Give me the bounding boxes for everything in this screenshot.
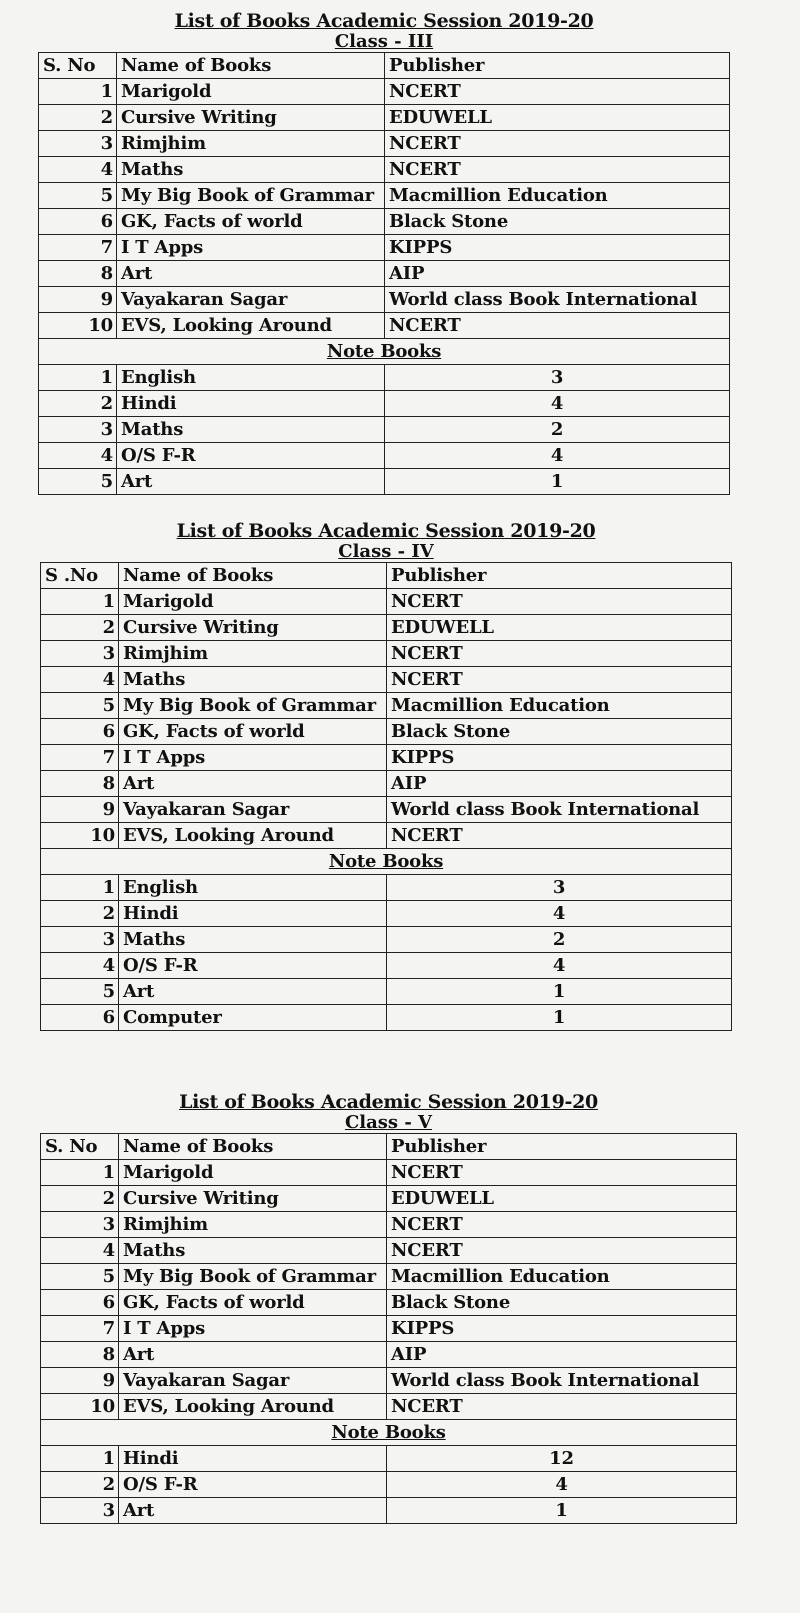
row-sno: 8 bbox=[41, 1342, 119, 1368]
notebook-count: 4 bbox=[387, 901, 732, 927]
notebook-row bbox=[39, 443, 730, 469]
row-sno: 9 bbox=[39, 287, 117, 313]
row-sno: 10 bbox=[41, 823, 119, 849]
row-sno: 4 bbox=[41, 667, 119, 693]
notebook-count: 3 bbox=[385, 365, 730, 391]
notebook-subject: Art bbox=[117, 469, 385, 495]
row-sno: 9 bbox=[41, 1368, 119, 1394]
notebook-count: 4 bbox=[387, 953, 732, 979]
notebook-subject: Hindi bbox=[117, 391, 385, 417]
notebooks-header-row bbox=[41, 1420, 737, 1446]
row-book-name: Maths bbox=[119, 667, 387, 693]
row-sno: 4 bbox=[39, 157, 117, 183]
row-publisher: NCERT bbox=[387, 1238, 737, 1264]
notebook-subject: Hindi bbox=[119, 1446, 387, 1472]
class-label: Class - IV bbox=[338, 541, 434, 562]
section-class-iii bbox=[38, 10, 730, 495]
table-row bbox=[39, 105, 730, 131]
row-book-name: Rimjhim bbox=[119, 1212, 387, 1238]
class-label: Class - III bbox=[334, 31, 434, 52]
table-header-row bbox=[41, 1134, 737, 1160]
row-sno: 5 bbox=[41, 693, 119, 719]
notebook-subject: Maths bbox=[119, 927, 387, 953]
row-publisher: EDUWELL bbox=[387, 615, 732, 641]
notebook-count: 12 bbox=[387, 1446, 737, 1472]
notebook-sno: 3 bbox=[41, 927, 119, 953]
notebook-row bbox=[41, 1446, 737, 1472]
table-row bbox=[41, 693, 732, 719]
row-publisher: World class Book International bbox=[385, 287, 730, 313]
notebook-count: 4 bbox=[385, 443, 730, 469]
row-publisher: NCERT bbox=[387, 823, 732, 849]
section-class-v bbox=[40, 1091, 737, 1524]
row-sno: 8 bbox=[39, 261, 117, 287]
row-book-name: GK, Facts of world bbox=[117, 209, 385, 235]
notebook-count: 3 bbox=[387, 875, 732, 901]
row-sno: 1 bbox=[39, 79, 117, 105]
row-publisher: AIP bbox=[385, 261, 730, 287]
row-book-name: Art bbox=[119, 771, 387, 797]
table-row bbox=[39, 261, 730, 287]
class-label: Class - V bbox=[344, 1112, 433, 1133]
row-sno: 6 bbox=[41, 1290, 119, 1316]
table-row bbox=[39, 209, 730, 235]
row-book-name: Maths bbox=[119, 1238, 387, 1264]
notebooks-header-row bbox=[41, 849, 732, 875]
header-name: Name of Books bbox=[119, 563, 387, 589]
notebook-sno: 5 bbox=[39, 469, 117, 495]
row-publisher: NCERT bbox=[387, 667, 732, 693]
row-publisher: AIP bbox=[387, 1342, 737, 1368]
row-sno: 6 bbox=[41, 719, 119, 745]
row-book-name: Vayakaran Sagar bbox=[119, 1368, 387, 1394]
table-row bbox=[41, 823, 732, 849]
header-publisher: Publisher bbox=[387, 1134, 737, 1160]
row-publisher: NCERT bbox=[385, 131, 730, 157]
notebook-sno: 6 bbox=[41, 1005, 119, 1031]
row-book-name: EVS, Looking Around bbox=[119, 1394, 387, 1420]
table-row bbox=[41, 1368, 737, 1394]
table-row bbox=[39, 287, 730, 313]
row-book-name: Vayakaran Sagar bbox=[117, 287, 385, 313]
notebook-sno: 2 bbox=[39, 391, 117, 417]
table-header-row bbox=[41, 563, 732, 589]
table-row bbox=[41, 1212, 737, 1238]
row-publisher: AIP bbox=[387, 771, 732, 797]
row-book-name: GK, Facts of world bbox=[119, 719, 387, 745]
row-book-name: GK, Facts of world bbox=[119, 1290, 387, 1316]
notebooks-label: Note Books bbox=[41, 1420, 737, 1446]
row-sno: 3 bbox=[41, 641, 119, 667]
row-publisher: NCERT bbox=[385, 157, 730, 183]
notebooks-label: Note Books bbox=[39, 339, 730, 365]
row-book-name: EVS, Looking Around bbox=[117, 313, 385, 339]
notebook-sno: 5 bbox=[41, 979, 119, 1005]
table-row bbox=[41, 1264, 737, 1290]
row-publisher: NCERT bbox=[385, 313, 730, 339]
table-row bbox=[41, 1342, 737, 1368]
notebook-row bbox=[39, 417, 730, 443]
row-sno: 1 bbox=[41, 589, 119, 615]
row-publisher: NCERT bbox=[387, 589, 732, 615]
row-sno: 1 bbox=[41, 1160, 119, 1186]
header-sno: S .No bbox=[41, 563, 119, 589]
notebook-row bbox=[39, 391, 730, 417]
row-sno: 6 bbox=[39, 209, 117, 235]
table-row bbox=[41, 589, 732, 615]
row-publisher: NCERT bbox=[387, 1394, 737, 1420]
row-publisher: KIPPS bbox=[387, 1316, 737, 1342]
table-row bbox=[41, 615, 732, 641]
row-book-name: Cursive Writing bbox=[119, 615, 387, 641]
notebook-sno: 4 bbox=[41, 953, 119, 979]
header-publisher: Publisher bbox=[385, 53, 730, 79]
table-row bbox=[41, 745, 732, 771]
header-sno: S. No bbox=[41, 1134, 119, 1160]
notebooks-label: Note Books bbox=[41, 849, 732, 875]
notebook-sno: 1 bbox=[39, 365, 117, 391]
row-publisher: KIPPS bbox=[385, 235, 730, 261]
row-book-name: Marigold bbox=[119, 589, 387, 615]
notebook-row bbox=[41, 979, 732, 1005]
notebook-subject: Hindi bbox=[119, 901, 387, 927]
row-book-name: My Big Book of Grammar bbox=[117, 183, 385, 209]
row-book-name: Marigold bbox=[117, 79, 385, 105]
row-book-name: I T Apps bbox=[119, 1316, 387, 1342]
table-row bbox=[41, 667, 732, 693]
row-book-name: Marigold bbox=[119, 1160, 387, 1186]
section-title: List of Books Academic Session 2019-20 bbox=[176, 520, 596, 542]
table-row bbox=[41, 719, 732, 745]
table-row bbox=[41, 1290, 737, 1316]
row-publisher: EDUWELL bbox=[385, 105, 730, 131]
notebook-sno: 1 bbox=[41, 1446, 119, 1472]
row-book-name: My Big Book of Grammar bbox=[119, 1264, 387, 1290]
table-row bbox=[41, 797, 732, 823]
notebook-sno: 3 bbox=[41, 1498, 119, 1524]
table-row bbox=[41, 771, 732, 797]
row-sno: 5 bbox=[41, 1264, 119, 1290]
notebook-subject: Art bbox=[119, 1498, 387, 1524]
row-publisher: KIPPS bbox=[387, 745, 732, 771]
row-book-name: EVS, Looking Around bbox=[119, 823, 387, 849]
notebook-sno: 3 bbox=[39, 417, 117, 443]
notebook-subject: English bbox=[117, 365, 385, 391]
notebook-row bbox=[39, 469, 730, 495]
notebook-subject: Art bbox=[119, 979, 387, 1005]
table-row bbox=[41, 1186, 737, 1212]
books-table bbox=[38, 52, 730, 495]
row-sno: 10 bbox=[41, 1394, 119, 1420]
notebook-count: 1 bbox=[385, 469, 730, 495]
books-table bbox=[40, 1133, 737, 1524]
notebook-subject: Computer bbox=[119, 1005, 387, 1031]
row-book-name: Rimjhim bbox=[119, 641, 387, 667]
row-sno: 5 bbox=[39, 183, 117, 209]
section-title: List of Books Academic Session 2019-20 bbox=[179, 1091, 598, 1113]
row-publisher: Macmillion Education bbox=[385, 183, 730, 209]
section-class-iv bbox=[40, 520, 732, 1031]
row-book-name: Rimjhim bbox=[117, 131, 385, 157]
row-sno: 8 bbox=[41, 771, 119, 797]
row-publisher: Black Stone bbox=[387, 719, 732, 745]
row-sno: 4 bbox=[41, 1238, 119, 1264]
table-row bbox=[39, 131, 730, 157]
row-publisher: World class Book International bbox=[387, 797, 732, 823]
notebook-subject: Maths bbox=[117, 417, 385, 443]
row-publisher: Black Stone bbox=[385, 209, 730, 235]
row-book-name: Art bbox=[117, 261, 385, 287]
row-sno: 7 bbox=[41, 1316, 119, 1342]
table-row bbox=[39, 79, 730, 105]
header-name: Name of Books bbox=[119, 1134, 387, 1160]
notebook-row bbox=[41, 875, 732, 901]
notebook-count: 4 bbox=[385, 391, 730, 417]
notebook-row bbox=[41, 901, 732, 927]
row-sno: 3 bbox=[39, 131, 117, 157]
notebook-count: 1 bbox=[387, 1498, 737, 1524]
row-book-name: I T Apps bbox=[119, 745, 387, 771]
row-sno: 2 bbox=[39, 105, 117, 131]
notebook-row bbox=[41, 1498, 737, 1524]
row-book-name: I T Apps bbox=[117, 235, 385, 261]
notebook-sno: 4 bbox=[39, 443, 117, 469]
notebook-sno: 1 bbox=[41, 875, 119, 901]
row-book-name: Cursive Writing bbox=[119, 1186, 387, 1212]
row-publisher: NCERT bbox=[385, 79, 730, 105]
header-sno: S. No bbox=[39, 53, 117, 79]
notebook-subject: O/S F-R bbox=[117, 443, 385, 469]
notebook-sno: 2 bbox=[41, 901, 119, 927]
notebook-subject: O/S F-R bbox=[119, 1472, 387, 1498]
row-sno: 10 bbox=[39, 313, 117, 339]
row-book-name: Vayakaran Sagar bbox=[119, 797, 387, 823]
notebook-row bbox=[41, 927, 732, 953]
row-book-name: My Big Book of Grammar bbox=[119, 693, 387, 719]
row-sno: 7 bbox=[39, 235, 117, 261]
header-name: Name of Books bbox=[117, 53, 385, 79]
notebook-subject: English bbox=[119, 875, 387, 901]
table-row bbox=[41, 641, 732, 667]
row-sno: 9 bbox=[41, 797, 119, 823]
row-publisher: NCERT bbox=[387, 1212, 737, 1238]
notebook-row bbox=[39, 365, 730, 391]
row-publisher: World class Book International bbox=[387, 1368, 737, 1394]
table-row bbox=[39, 157, 730, 183]
notebook-row bbox=[41, 1472, 737, 1498]
row-publisher: NCERT bbox=[387, 1160, 737, 1186]
row-publisher: Macmillion Education bbox=[387, 1264, 737, 1290]
table-row bbox=[41, 1238, 737, 1264]
table-row bbox=[41, 1394, 737, 1420]
row-sno: 3 bbox=[41, 1212, 119, 1238]
row-book-name: Art bbox=[119, 1342, 387, 1368]
row-book-name: Cursive Writing bbox=[117, 105, 385, 131]
notebook-count: 2 bbox=[387, 927, 732, 953]
row-sno: 7 bbox=[41, 745, 119, 771]
row-book-name: Maths bbox=[117, 157, 385, 183]
notebook-row bbox=[41, 953, 732, 979]
row-sno: 2 bbox=[41, 1186, 119, 1212]
table-header-row bbox=[39, 53, 730, 79]
row-publisher: NCERT bbox=[387, 641, 732, 667]
row-publisher: Black Stone bbox=[387, 1290, 737, 1316]
notebook-count: 1 bbox=[387, 1005, 732, 1031]
header-publisher: Publisher bbox=[387, 563, 732, 589]
books-table bbox=[40, 562, 732, 1031]
notebook-count: 2 bbox=[385, 417, 730, 443]
notebook-subject: O/S F-R bbox=[119, 953, 387, 979]
notebook-row bbox=[41, 1005, 732, 1031]
notebook-count: 1 bbox=[387, 979, 732, 1005]
table-row bbox=[41, 1160, 737, 1186]
notebooks-header-row bbox=[39, 339, 730, 365]
table-row bbox=[39, 235, 730, 261]
row-publisher: EDUWELL bbox=[387, 1186, 737, 1212]
section-title: List of Books Academic Session 2019-20 bbox=[174, 10, 594, 32]
notebook-count: 4 bbox=[387, 1472, 737, 1498]
row-publisher: Macmillion Education bbox=[387, 693, 732, 719]
table-row bbox=[41, 1316, 737, 1342]
table-row bbox=[39, 313, 730, 339]
row-sno: 2 bbox=[41, 615, 119, 641]
table-row bbox=[39, 183, 730, 209]
notebook-sno: 2 bbox=[41, 1472, 119, 1498]
